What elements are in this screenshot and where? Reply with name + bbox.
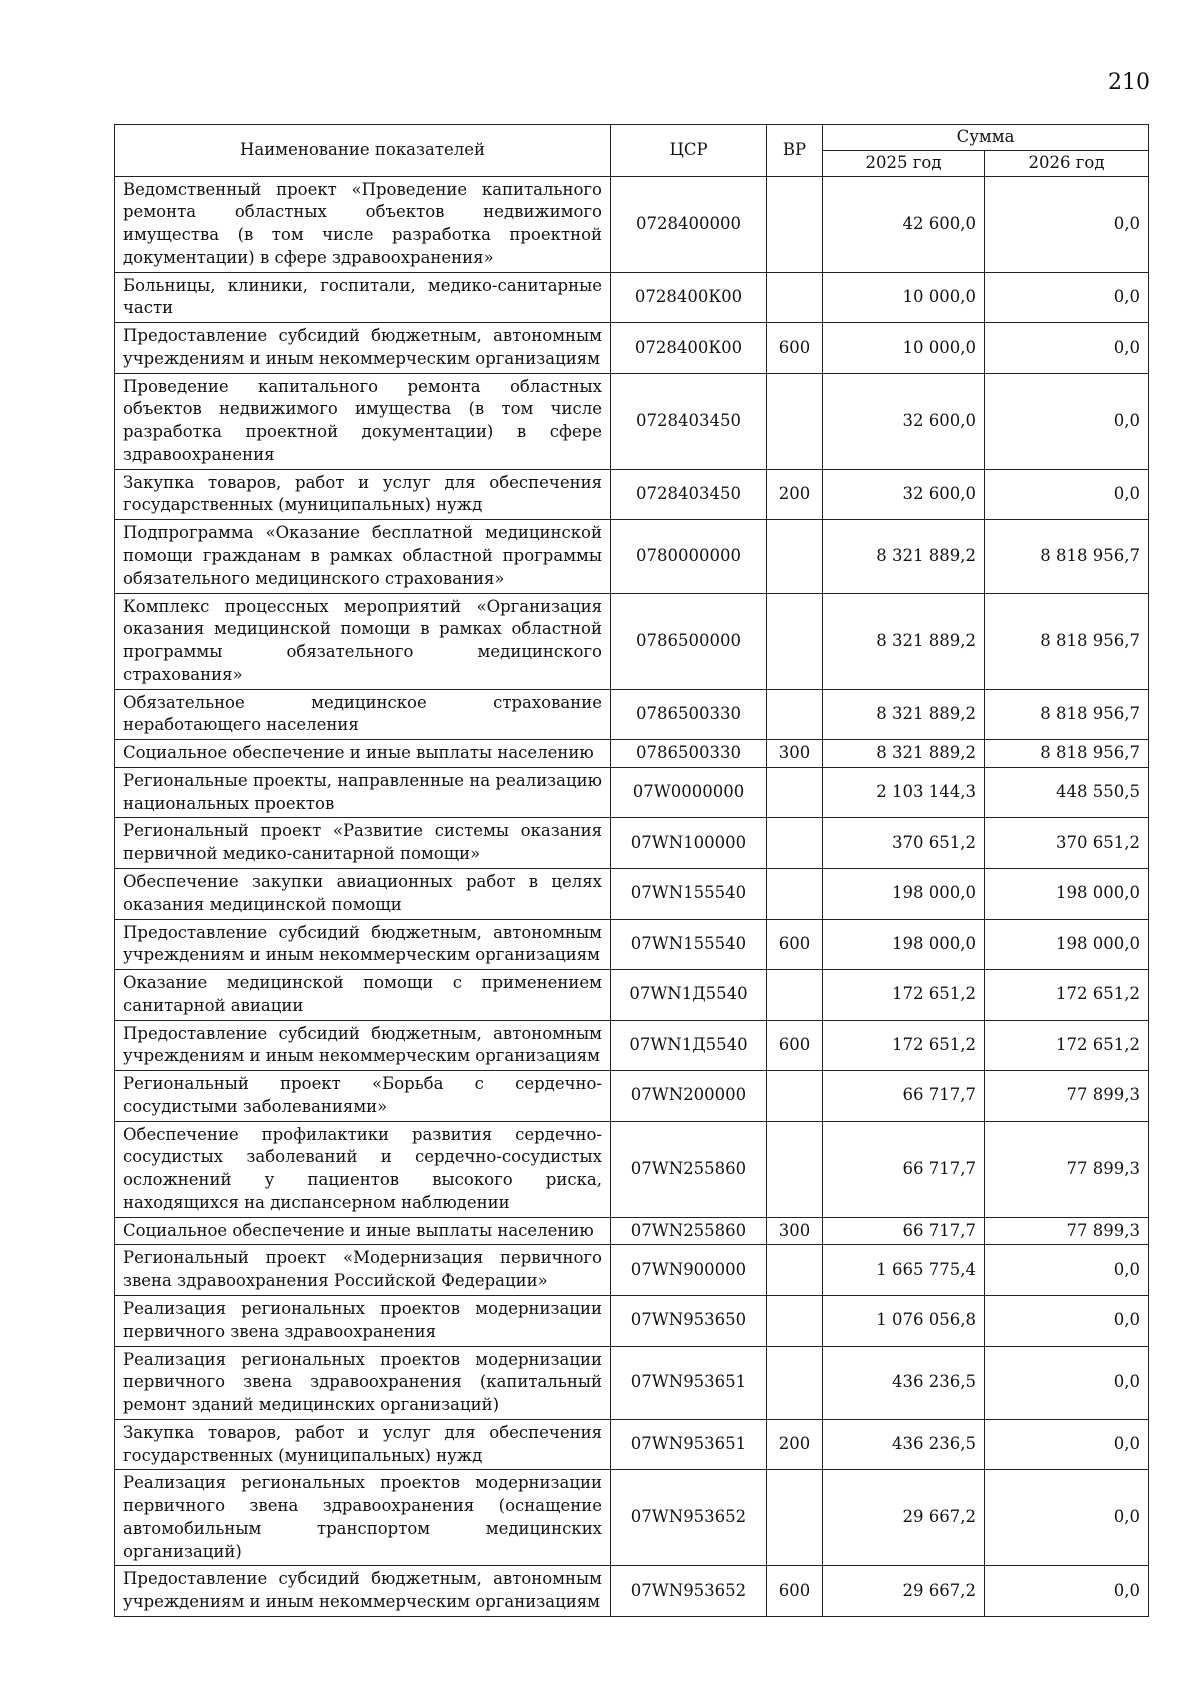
- budget-table: [114, 124, 1149, 1617]
- table-row: [115, 1121, 1149, 1217]
- row-vr: [767, 520, 823, 593]
- row-name: Региональный проект «Борьба с сердечно-сосудистыми заболеваниями»: [115, 1071, 611, 1122]
- row-sum-2025: 29 667,2: [823, 1470, 985, 1566]
- row-sum-2026: 77 899,3: [985, 1217, 1149, 1245]
- row-csr: 07WN953652: [611, 1566, 767, 1617]
- row-sum-2025: 1 665 775,4: [823, 1245, 985, 1296]
- row-csr: 0728403450: [611, 373, 767, 469]
- row-sum-2026: 8 818 956,7: [985, 520, 1149, 593]
- row-sum-2026: 0,0: [985, 1295, 1149, 1346]
- row-csr: 0780000000: [611, 520, 767, 593]
- row-csr: 07WN953651: [611, 1346, 767, 1419]
- row-csr: 07WN1Д5540: [611, 970, 767, 1021]
- table-row: [115, 740, 1149, 768]
- row-sum-2025: 436 236,5: [823, 1419, 985, 1470]
- row-sum-2026: 172 651,2: [985, 1020, 1149, 1071]
- row-sum-2025: 8 321 889,2: [823, 689, 985, 740]
- row-sum-2026: 0,0: [985, 1566, 1149, 1617]
- row-sum-2025: 436 236,5: [823, 1346, 985, 1419]
- row-csr: 07WN900000: [611, 1245, 767, 1296]
- table-row: [115, 1295, 1149, 1346]
- row-sum-2025: 8 321 889,2: [823, 740, 985, 768]
- row-name: Предоставление субсидий бюджетным, автономным учреждениям и иным некоммерческим организациям: [115, 1020, 611, 1071]
- header-vr: ВР: [767, 125, 823, 177]
- row-csr: 07WN1Д5540: [611, 1020, 767, 1071]
- row-name: Обязательное медицинское страхование неработающего населения: [115, 689, 611, 740]
- table-row: [115, 689, 1149, 740]
- row-sum-2025: 10 000,0: [823, 272, 985, 323]
- row-sum-2025: 198 000,0: [823, 919, 985, 970]
- row-csr: 0728400К00: [611, 323, 767, 374]
- row-csr: 07WN155540: [611, 919, 767, 970]
- row-sum-2025: 32 600,0: [823, 373, 985, 469]
- row-name: Предоставление субсидий бюджетным, автономным учреждениям и иным некоммерческим организациям: [115, 323, 611, 374]
- row-name: Региональный проект «Развитие системы оказания первичной медико-санитарной помощи»: [115, 818, 611, 869]
- table-row: [115, 919, 1149, 970]
- row-sum-2026: 0,0: [985, 1346, 1149, 1419]
- row-name: Региональные проекты, направленные на реализацию национальных проектов: [115, 767, 611, 818]
- row-vr: 200: [767, 469, 823, 520]
- row-sum-2025: 10 000,0: [823, 323, 985, 374]
- page-number: 210: [1108, 70, 1150, 95]
- row-sum-2026: 0,0: [985, 1419, 1149, 1470]
- row-vr: 300: [767, 1217, 823, 1245]
- table-row: [115, 272, 1149, 323]
- row-sum-2025: 172 651,2: [823, 1020, 985, 1071]
- row-csr: 07WN255860: [611, 1217, 767, 1245]
- row-csr: 07WN155540: [611, 868, 767, 919]
- row-sum-2025: 32 600,0: [823, 469, 985, 520]
- row-sum-2026: 0,0: [985, 1245, 1149, 1296]
- row-vr: 600: [767, 1020, 823, 1071]
- table-row: [115, 1566, 1149, 1617]
- row-name: Проведение капитального ремонта областных объектов недвижимого имущества (в том числе разработка проектной документации) в сфере здравоохранения: [115, 373, 611, 469]
- table-row: [115, 1245, 1149, 1296]
- row-csr: 07WN100000: [611, 818, 767, 869]
- row-vr: [767, 689, 823, 740]
- row-name: Закупка товаров, работ и услуг для обеспечения государственных (муниципальных) нужд: [115, 469, 611, 520]
- row-csr: 0786500330: [611, 689, 767, 740]
- row-name: Подпрограмма «Оказание бесплатной медицинской помощи гражданам в рамках областной программы обязательного медицинского страхования»: [115, 520, 611, 593]
- row-vr: [767, 373, 823, 469]
- table-row: [115, 818, 1149, 869]
- row-vr: [767, 1346, 823, 1419]
- row-vr: 600: [767, 1566, 823, 1617]
- row-sum-2026: 77 899,3: [985, 1071, 1149, 1122]
- row-sum-2026: 0,0: [985, 469, 1149, 520]
- row-sum-2025: 1 076 056,8: [823, 1295, 985, 1346]
- row-vr: 200: [767, 1419, 823, 1470]
- row-csr: 07WN200000: [611, 1071, 767, 1122]
- row-vr: [767, 970, 823, 1021]
- row-vr: [767, 1071, 823, 1122]
- table-row: [115, 176, 1149, 272]
- row-sum-2026: 172 651,2: [985, 970, 1149, 1021]
- row-csr: 07W0000000: [611, 767, 767, 818]
- row-vr: 600: [767, 323, 823, 374]
- header-name: Наименование показателей: [115, 125, 611, 177]
- table-body: [115, 176, 1149, 1616]
- row-vr: 600: [767, 919, 823, 970]
- table-row: [115, 469, 1149, 520]
- row-vr: [767, 272, 823, 323]
- row-vr: [767, 593, 823, 689]
- table-row: [115, 373, 1149, 469]
- header-csr: ЦСР: [611, 125, 767, 177]
- row-vr: [767, 1470, 823, 1566]
- table-row: [115, 1419, 1149, 1470]
- row-sum-2026: 8 818 956,7: [985, 593, 1149, 689]
- row-sum-2026: 8 818 956,7: [985, 740, 1149, 768]
- row-name: Социальное обеспечение и иные выплаты населению: [115, 740, 611, 768]
- table-row: [115, 970, 1149, 1021]
- table-row: [115, 1071, 1149, 1122]
- row-vr: [767, 1245, 823, 1296]
- row-sum-2026: 8 818 956,7: [985, 689, 1149, 740]
- row-sum-2026: 77 899,3: [985, 1121, 1149, 1217]
- row-sum-2026: 0,0: [985, 1470, 1149, 1566]
- row-name: Предоставление субсидий бюджетным, автономным учреждениям и иным некоммерческим организациям: [115, 919, 611, 970]
- row-vr: 300: [767, 740, 823, 768]
- table-row: [115, 520, 1149, 593]
- row-name: Оказание медицинской помощи с применением санитарной авиации: [115, 970, 611, 1021]
- row-sum-2025: 8 321 889,2: [823, 593, 985, 689]
- row-sum-2026: 198 000,0: [985, 868, 1149, 919]
- row-sum-2025: 198 000,0: [823, 868, 985, 919]
- row-vr: [767, 1121, 823, 1217]
- row-sum-2026: 0,0: [985, 272, 1149, 323]
- row-sum-2025: 66 717,7: [823, 1121, 985, 1217]
- row-sum-2025: 370 651,2: [823, 818, 985, 869]
- row-name: Ведомственный проект «Проведение капитального ремонта областных объектов недвижимого имущества (в том числе разработка проектной документации) в сфере здравоохранения»: [115, 176, 611, 272]
- row-sum-2025: 8 321 889,2: [823, 520, 985, 593]
- row-name: Закупка товаров, работ и услуг для обеспечения государственных (муниципальных) нужд: [115, 1419, 611, 1470]
- row-name: Больницы, клиники, госпитали, медико-санитарные части: [115, 272, 611, 323]
- row-csr: 0728400К00: [611, 272, 767, 323]
- row-sum-2025: 66 717,7: [823, 1071, 985, 1122]
- row-sum-2026: 0,0: [985, 373, 1149, 469]
- row-sum-2025: 29 667,2: [823, 1566, 985, 1617]
- table-row: [115, 323, 1149, 374]
- row-name: Обеспечение закупки авиационных работ в целях оказания медицинской помощи: [115, 868, 611, 919]
- row-csr: 0786500000: [611, 593, 767, 689]
- row-vr: [767, 1295, 823, 1346]
- table-row: [115, 593, 1149, 689]
- row-sum-2026: 0,0: [985, 323, 1149, 374]
- table-row: [115, 1020, 1149, 1071]
- row-name: Обеспечение профилактики развития сердечно-сосудистых заболеваний и сердечно-сосудистых осложнений у пациентов высокого риска, находящихся на диспансерном наблюдении: [115, 1121, 611, 1217]
- row-csr: 07WN953651: [611, 1419, 767, 1470]
- row-csr: 0728403450: [611, 469, 767, 520]
- table-row: [115, 1346, 1149, 1419]
- row-sum-2026: 448 550,5: [985, 767, 1149, 818]
- table-row: [115, 767, 1149, 818]
- header-2026: 2026 год: [985, 150, 1149, 176]
- row-sum-2025: 66 717,7: [823, 1217, 985, 1245]
- row-name: Предоставление субсидий бюджетным, автономным учреждениям и иным некоммерческим организациям: [115, 1566, 611, 1617]
- row-sum-2025: 172 651,2: [823, 970, 985, 1021]
- row-name: Реализация региональных проектов модернизации первичного звена здравоохранения: [115, 1295, 611, 1346]
- row-vr: [767, 176, 823, 272]
- row-csr: 07WN255860: [611, 1121, 767, 1217]
- row-name: Социальное обеспечение и иные выплаты населению: [115, 1217, 611, 1245]
- row-csr: 0728400000: [611, 176, 767, 272]
- row-name: Реализация региональных проектов модернизации первичного звена здравоохранения (капитальный ремонт зданий медицинских организаций): [115, 1346, 611, 1419]
- row-sum-2026: 198 000,0: [985, 919, 1149, 970]
- header-sum: Сумма: [823, 125, 1149, 151]
- row-csr: 0786500330: [611, 740, 767, 768]
- header-2025: 2025 год: [823, 150, 985, 176]
- row-name: Комплекс процессных мероприятий «Организация оказания медицинской помощи в рамках областной программы обязательного медицинского страхования»: [115, 593, 611, 689]
- row-name: Реализация региональных проектов модернизации первичного звена здравоохранения (оснащение автомобильным транспортом медицинских организаций): [115, 1470, 611, 1566]
- row-vr: [767, 868, 823, 919]
- row-sum-2025: 42 600,0: [823, 176, 985, 272]
- table-row: [115, 1470, 1149, 1566]
- row-sum-2026: 370 651,2: [985, 818, 1149, 869]
- row-name: Региональный проект «Модернизация первичного звена здравоохранения Российской Федерации»: [115, 1245, 611, 1296]
- row-sum-2026: 0,0: [985, 176, 1149, 272]
- row-csr: 07WN953650: [611, 1295, 767, 1346]
- row-csr: 07WN953652: [611, 1470, 767, 1566]
- row-sum-2025: 2 103 144,3: [823, 767, 985, 818]
- table-header: [115, 125, 1149, 177]
- table-row: [115, 868, 1149, 919]
- table-row: [115, 1217, 1149, 1245]
- row-vr: [767, 767, 823, 818]
- row-vr: [767, 818, 823, 869]
